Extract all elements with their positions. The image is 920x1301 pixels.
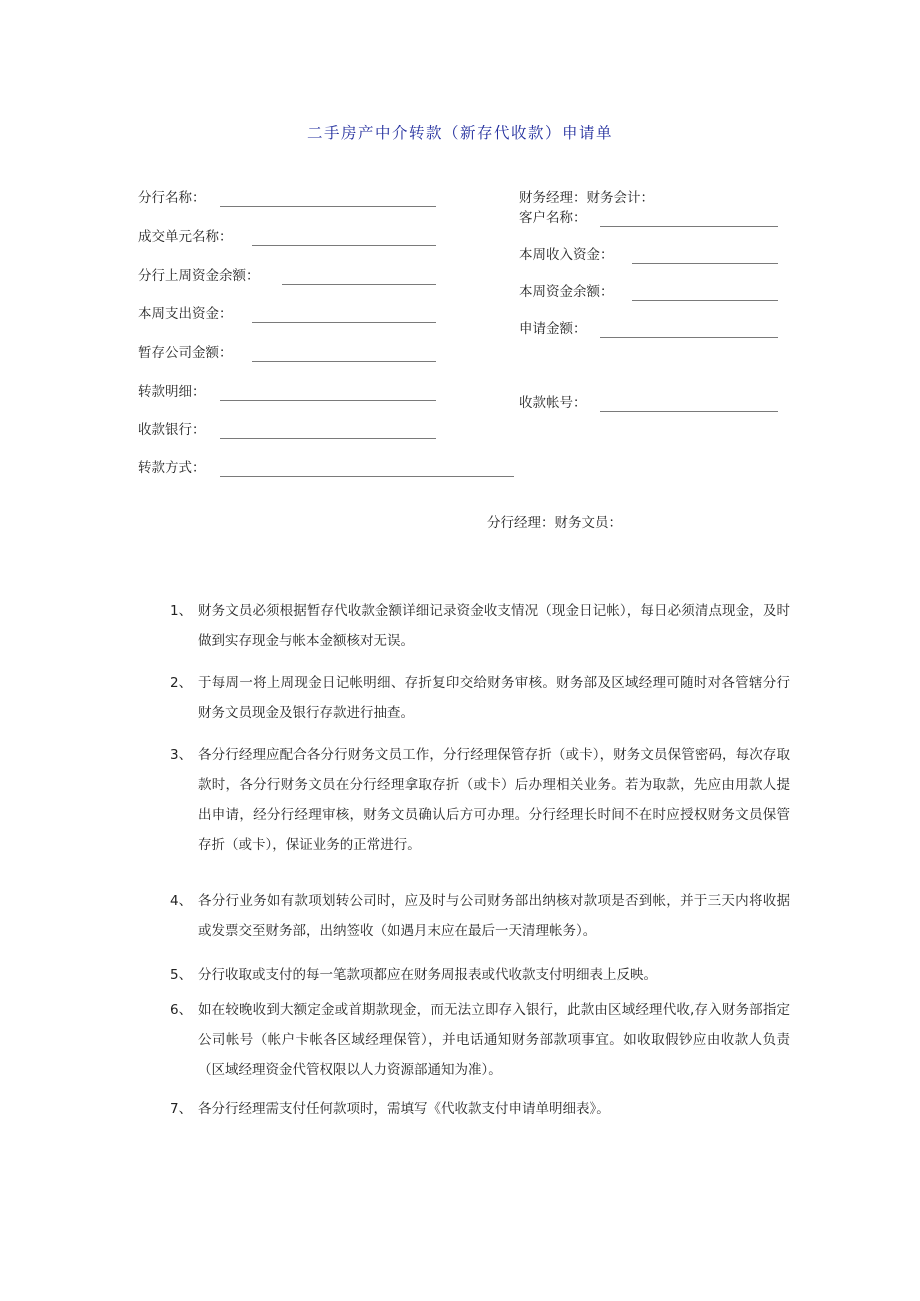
rule-item — [170, 596, 790, 656]
rule-text: 各分行业务如有款项划转公司时，应及时与公司财务部出纳核对款项是否到帐，并于三天内将收据或发票交至财务部，出纳签收（如遇月末应在最后一天清理帐务）。 — [198, 893, 790, 939]
week-income-label: 本周收入资金： — [519, 247, 614, 263]
transfer-method-field[interactable] — [138, 459, 516, 477]
company-deposit-field[interactable] — [138, 344, 438, 362]
week-expense-line[interactable] — [252, 322, 436, 323]
branch-last-week-balance-line[interactable] — [282, 284, 436, 285]
apply-amount-field[interactable] — [519, 320, 779, 338]
transfer-detail-field[interactable] — [138, 383, 438, 401]
receiving-bank-field[interactable] — [138, 421, 438, 439]
rule-item — [170, 995, 790, 1085]
branch-last-week-balance-label: 分行上周资金余额： — [138, 268, 260, 284]
apply-amount-line[interactable] — [600, 337, 778, 338]
rule-item — [170, 740, 790, 860]
finance-header: 财务经理：财务会计： — [519, 190, 654, 206]
rule-text: 于每周一将上周现金日记帐明细、存折复印交给财务审核。财务部及区域经理可随时对各管辖分行财务文员现金及银行存款进行抽查。 — [198, 675, 790, 721]
rule-number: 4、 — [170, 893, 193, 909]
receiving-bank-label: 收款银行： — [138, 422, 206, 438]
receiving-account-label: 收款帐号： — [519, 395, 587, 411]
week-balance-field[interactable] — [519, 283, 779, 301]
transfer-method-label: 转款方式： — [138, 460, 206, 476]
rule-text: 财务文员必须根据暂存代收款金额详细记录资金收支情况（现金日记帐），每日必须清点现金，及时做到实存现金与帐本金额核对无误。 — [198, 603, 790, 649]
rule-number: 3、 — [170, 747, 193, 763]
rule-number: 2、 — [170, 675, 193, 691]
rule-number: 7、 — [170, 1101, 193, 1117]
customer-name-line[interactable] — [600, 226, 778, 227]
form-title: 二手房产中介转款（新存代收款）申请单 — [306, 124, 613, 142]
rule-item — [170, 960, 790, 990]
customer-name-label: 客户名称： — [519, 210, 587, 226]
deal-unit-name-label: 成交单元名称： — [138, 229, 233, 245]
transfer-detail-line[interactable] — [220, 400, 436, 401]
transfer-method-line[interactable] — [220, 476, 514, 477]
receiving-bank-line[interactable] — [220, 438, 436, 439]
week-income-line[interactable] — [632, 263, 778, 264]
rule-number: 6、 — [170, 1002, 193, 1018]
rule-number: 1、 — [170, 603, 193, 619]
branch-last-week-balance-field[interactable] — [138, 267, 438, 285]
company-deposit-line[interactable] — [252, 361, 436, 362]
deal-unit-name-field[interactable] — [138, 228, 438, 246]
company-deposit-label: 暂存公司金额： — [138, 345, 233, 361]
deal-unit-name-line[interactable] — [252, 245, 436, 246]
rule-text: 分行收取或支付的每一笔款项都应在财务周报表或代收款支付明细表上反映。 — [198, 967, 657, 983]
receiving-account-line[interactable] — [600, 411, 778, 412]
customer-name-field[interactable] — [519, 209, 779, 227]
apply-amount-label: 申请金额： — [519, 321, 587, 337]
rule-number: 5、 — [170, 967, 193, 983]
branch-name-field[interactable] — [138, 189, 438, 207]
week-expense-label: 本周支出资金： — [138, 306, 233, 322]
week-balance-line[interactable] — [632, 300, 778, 301]
branch-name-label: 分行名称： — [138, 190, 206, 206]
transfer-detail-label: 转款明细： — [138, 384, 206, 400]
week-income-field[interactable] — [519, 246, 779, 264]
rule-text: 各分行经理应配合各分行财务文员工作，分行经理保管存折（或卡），财务文员保管密码，每次存取款时，各分行财务文员在分行经理拿取存折（或卡）后办理相关业务。若为取款，先应由用款人提出申请，经分行经理审核，财务文员确认后方可办理。分行经理长时间不在时应授权财务文员保管存折（或卡），保证业务的正常进行。 — [198, 747, 790, 853]
rule-text: 各分行经理需支付任何款项时，需填写《代收款支付申请单明细表》。 — [198, 1101, 610, 1117]
rule-text: 如在较晚收到大额定金或首期款现金，而无法立即存入银行，此款由区域经理代收,存入财务部指定公司帐号（帐户卡帐各区域经理保管），并电话通知财务部款项事宜。如收取假钞应由收款人负责（区域经理资金代管权限以人力资源部通知为准）。 — [198, 1002, 790, 1078]
signoff-line: 分行经理：财务文员： — [487, 515, 622, 531]
branch-name-line[interactable] — [220, 206, 436, 207]
week-expense-field[interactable] — [138, 305, 438, 323]
rule-item — [170, 886, 790, 946]
receiving-account-field[interactable] — [519, 394, 779, 412]
week-balance-label: 本周资金余额： — [519, 284, 614, 300]
rule-item — [170, 668, 790, 728]
rule-item — [170, 1094, 790, 1124]
